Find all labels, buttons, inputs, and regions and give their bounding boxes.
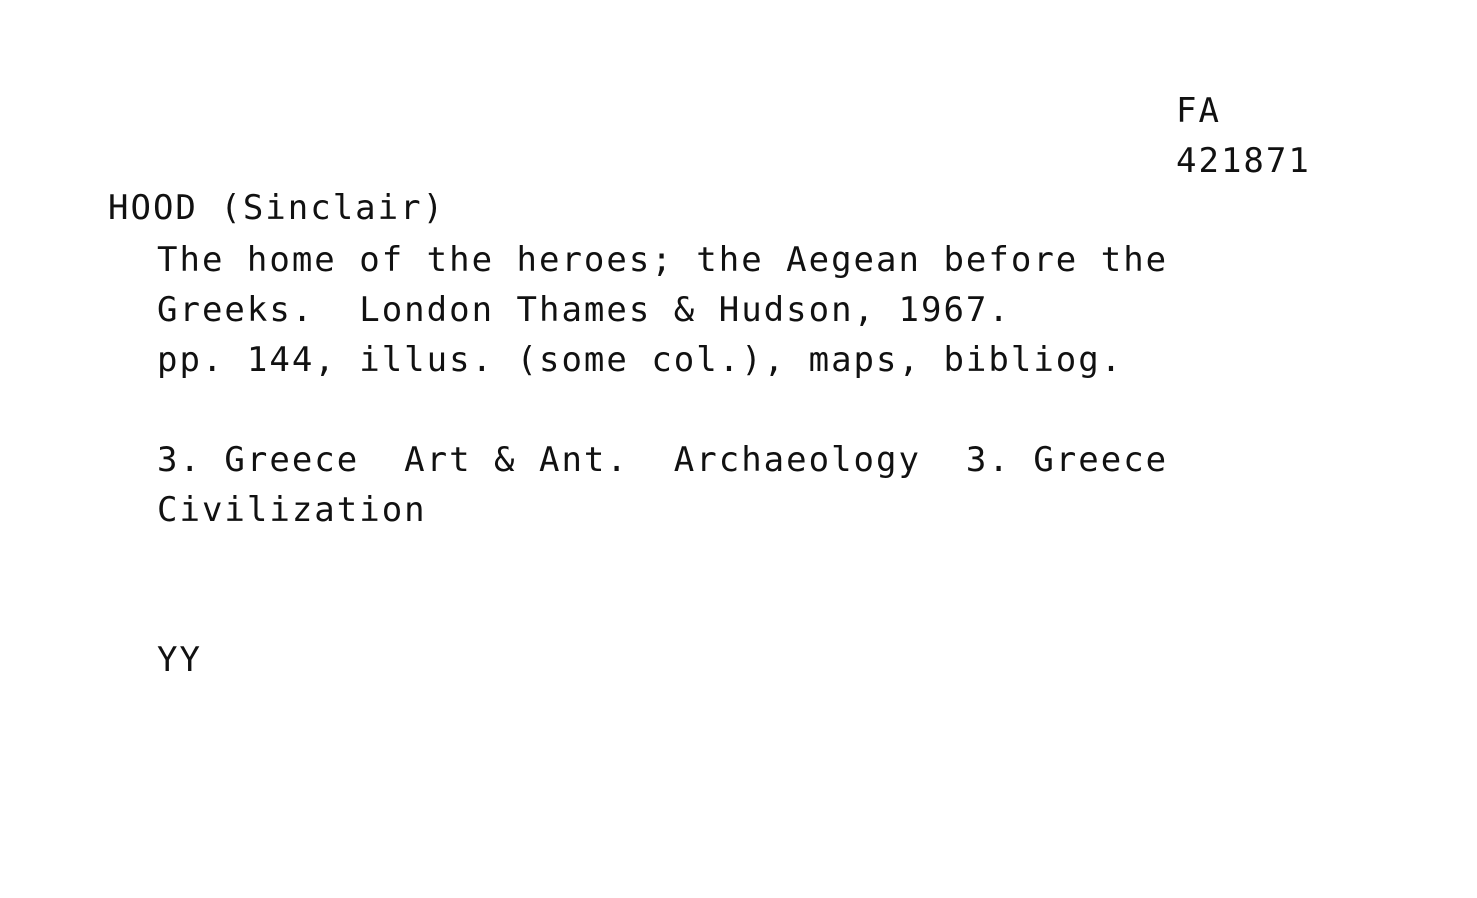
call-number-prefix: FA: [1176, 91, 1221, 131]
subject-line-2: Civilization: [157, 490, 427, 530]
title-line-1: The home of the heroes; the Aegean before the: [157, 240, 1169, 280]
author-heading: HOOD (Sinclair): [108, 188, 446, 228]
call-number: 421871: [1176, 141, 1311, 181]
collation-line: pp. 144, illus. (some col.), maps, bibliog.: [157, 340, 1124, 380]
cataloger-initials: YY: [157, 640, 202, 680]
title-line-2: Greeks. London Thames & Hudson, 1967.: [157, 290, 1011, 330]
subject-line-1: 3. Greece Art & Ant. Archaeology 3. Greece: [157, 440, 1169, 480]
